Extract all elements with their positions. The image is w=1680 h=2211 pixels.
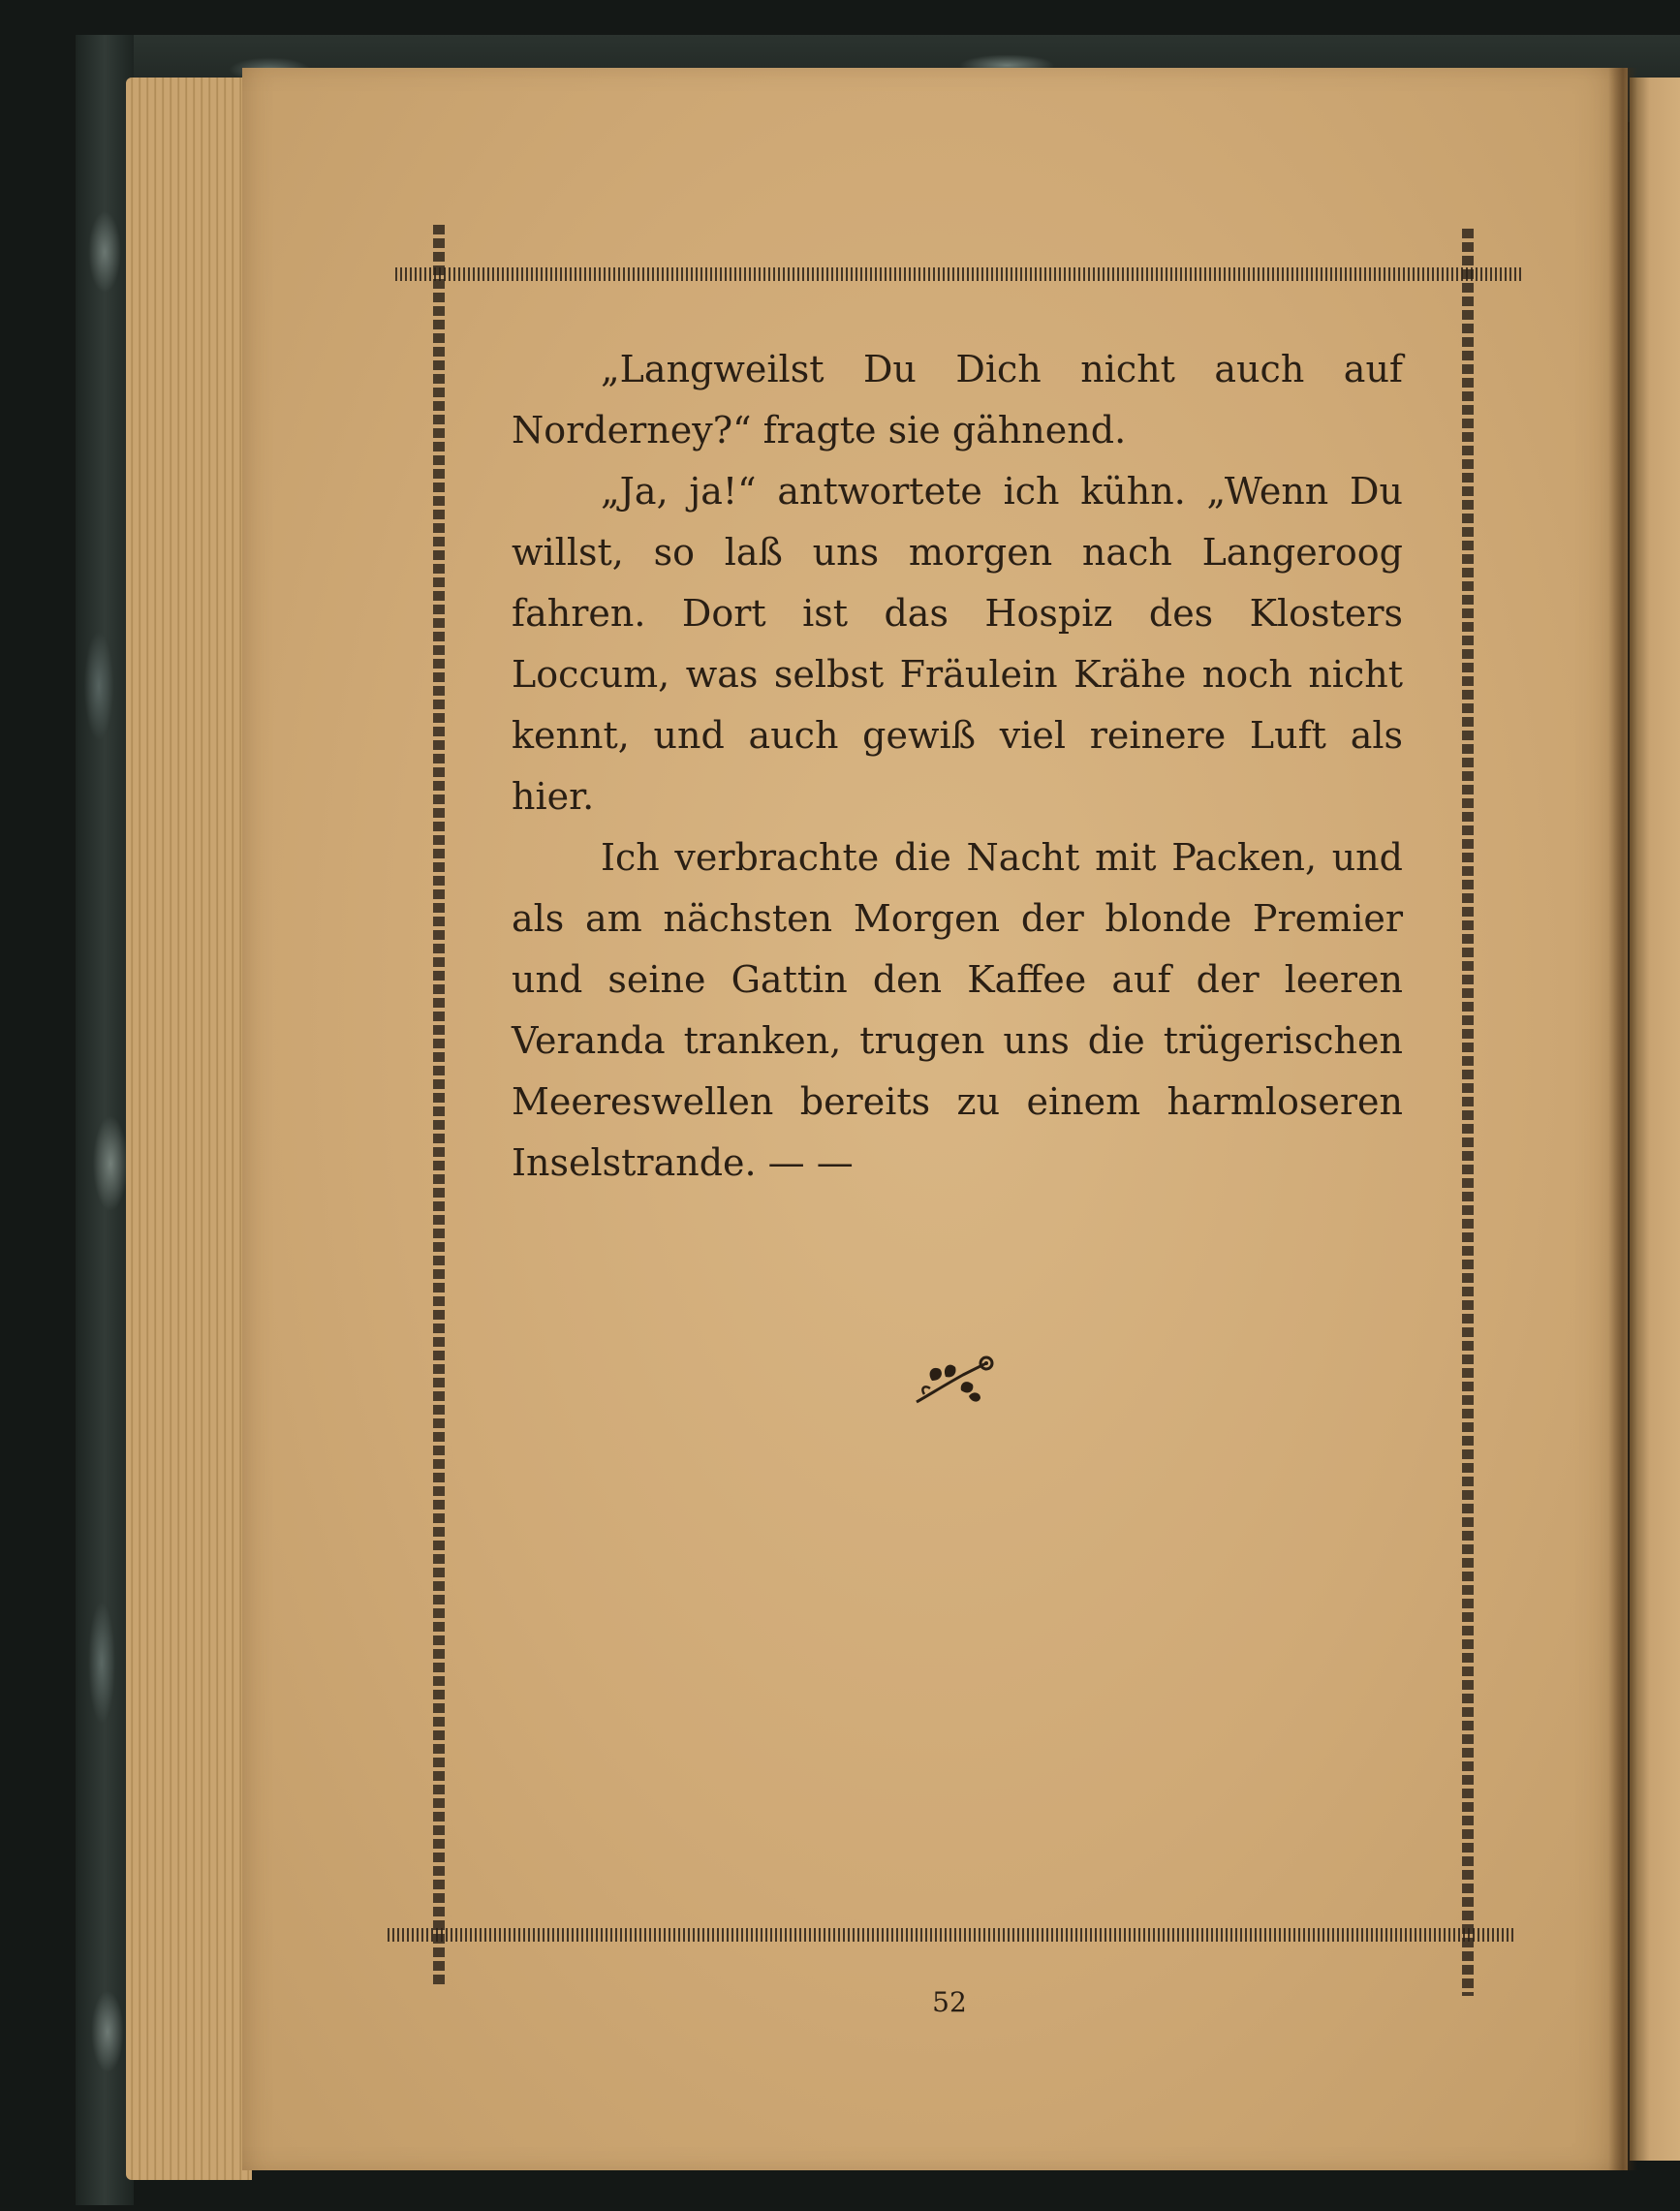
book-spine-marbled xyxy=(76,35,134,2205)
page-number: 52 xyxy=(932,1986,967,2018)
page-edges xyxy=(126,78,252,2180)
body-text xyxy=(512,339,1403,1194)
left-border-rule xyxy=(433,225,445,1988)
page-gutter-shadow xyxy=(1608,68,1637,2170)
floral-vignette-icon xyxy=(911,1352,998,1410)
bottom-border-rule xyxy=(388,1928,1513,1942)
paragraph: Ich verbrachte die Nacht mit Packen, und als am nächsten Morgen der blonde Premier und seine Gattin den Kaffee auf der leeren Veranda tranken, trugen uns die trügerischen Meereswellen bereits zu einem harmloseren Inselstrande. — — xyxy=(512,836,1403,1184)
top-border-rule xyxy=(395,267,1524,281)
paragraph: „Ja, ja!“ antwortete ich kühn. „Wenn Du willst, so laß uns morgen nach Langeroog fahren. Dort ist das Hospiz des Klosters Loccum, was selbst Fräulein Krähe noch nicht kennt, und auch gewiß viel reinere Luft als hier. xyxy=(512,470,1403,818)
right-border-rule xyxy=(1462,229,1474,1996)
paragraph: „Langweilst Du Dich nicht auch auf Norderney?“ fragte sie gähnend. xyxy=(512,348,1403,452)
